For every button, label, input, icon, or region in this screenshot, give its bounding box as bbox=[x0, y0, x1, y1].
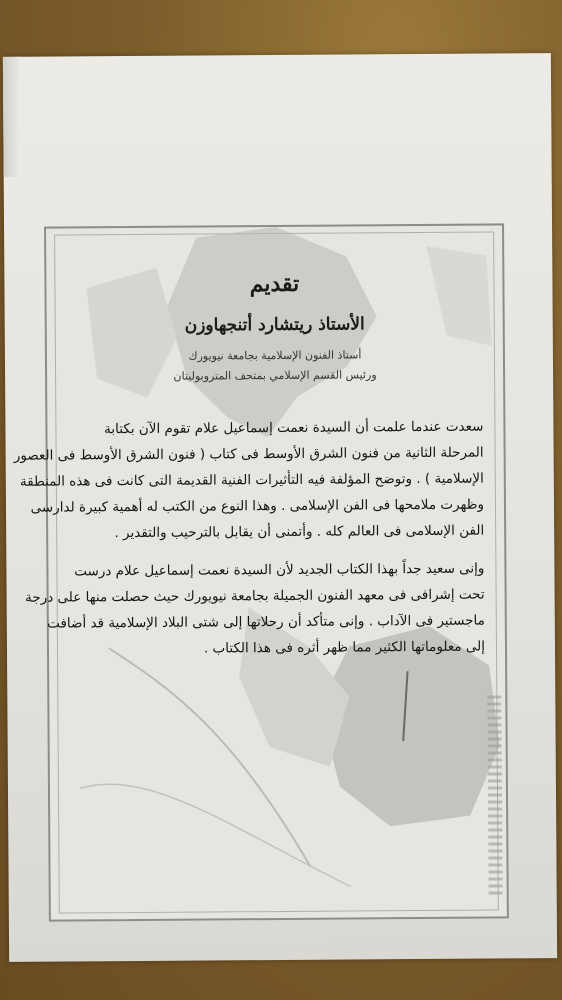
paragraph-line: المرحلة الثانية من فنون الشرق الأوسط فى كتاب ( فنون الشرق الأوسط فى العصور bbox=[13, 444, 484, 464]
show-through-side-caption bbox=[487, 695, 502, 895]
author-affiliation-2: ورئيس القسم الإسلامي بمتحف المتروبوليتان bbox=[173, 368, 377, 383]
paragraph-line: ماجستير فى الآداب . وإنى متأكد أن رحلاتها إلى شتى البلاد الإسلامية قد أضافت bbox=[47, 612, 485, 632]
paragraph-line: تحت إشرافى فى معهد الفنون الجميلة بجامعة نيويورك حيث حصلت منها على درجة bbox=[25, 586, 485, 606]
paragraph-line: الإسلامية ) . وتوضح المؤلفة فيه التأثيرات الفنية القديمة التى كانت فى هذه المنطقة bbox=[19, 470, 484, 490]
page-edge bbox=[3, 57, 22, 177]
paragraph-line: وظهرت ملامحها فى الفن الإسلامى . وهذا النوع من الكتب له أهمية كبيرة لدارسى bbox=[30, 496, 485, 516]
paragraph-line: سعدت عندما علمت أن السيدة نعمت إسماعيل علام تقوم الآن بكتابة bbox=[104, 418, 484, 438]
page-frame bbox=[13, 223, 509, 921]
paragraph-line: الفن الإسلامى فى العالم كله . وأتمنى أن يقابل بالترحيب والتقدير . bbox=[114, 522, 485, 542]
paragraph-line: إلى معلوماتها الكثير مما ظهر أثره فى هذا الكتاب . bbox=[203, 638, 486, 657]
author-name: الأستاذ ريتشارد أتنجهاوزن bbox=[184, 314, 365, 336]
paragraph-line: وإنى سعيد جداً بهذا الكتاب الجديد لأن السيدة نعمت إسماعيل علام درست bbox=[74, 560, 485, 580]
author-affiliation-1: أستاذ الفنون الإسلامية بجامعة نيويورك bbox=[188, 348, 362, 363]
page-title: تقديم bbox=[249, 270, 300, 298]
book-page bbox=[3, 53, 557, 962]
paragraph-2 bbox=[25, 556, 486, 663]
paragraph-1 bbox=[13, 414, 485, 547]
